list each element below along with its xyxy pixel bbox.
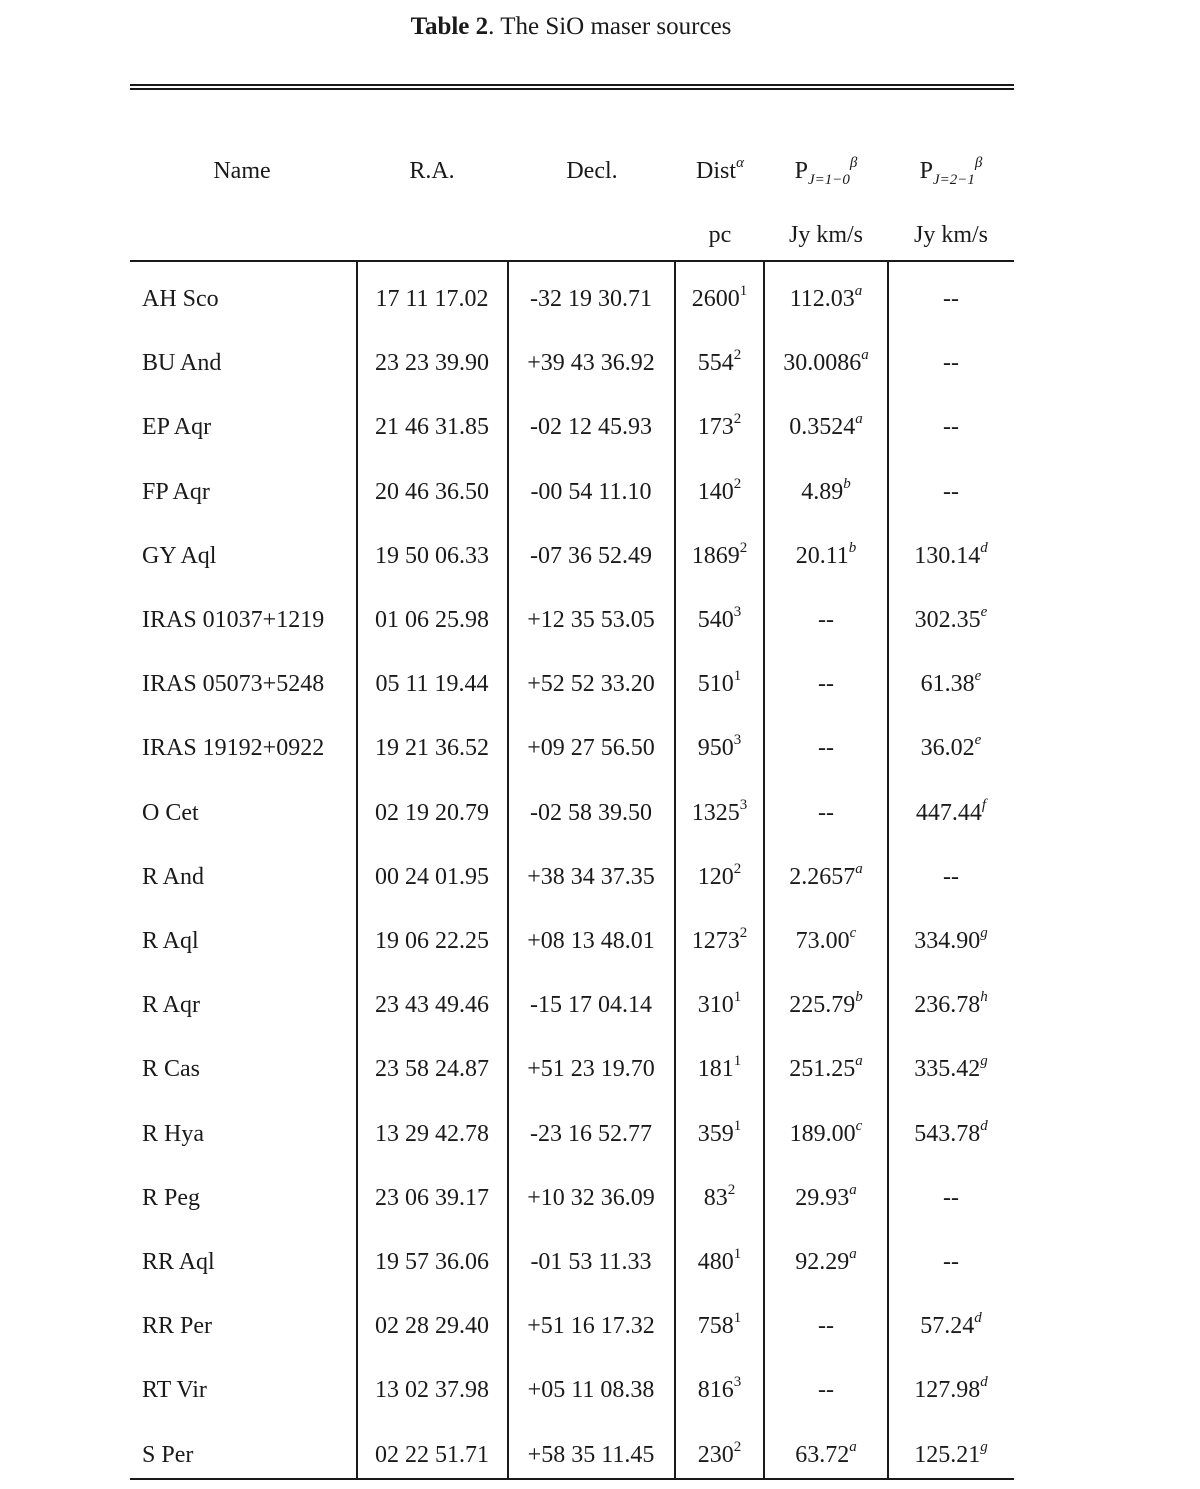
cell-p21	[889, 1183, 1013, 1213]
cell-decl	[509, 990, 673, 1020]
cell-dist	[676, 926, 763, 956]
cell-ra	[358, 1119, 506, 1149]
cell-p10-value: 4.89	[801, 479, 844, 505]
cell-p21-value: 236.78	[914, 992, 981, 1018]
cell-name-value: IRAS 05073+5248	[142, 671, 325, 697]
cell-ra	[358, 348, 506, 378]
cell-p10	[765, 990, 887, 1020]
cell-ra	[358, 477, 506, 507]
cell-p10-value: 112.03	[789, 286, 855, 312]
cell-p10-value: 20.11	[795, 543, 849, 569]
cell-p10	[765, 798, 887, 828]
cell-decl	[509, 541, 673, 571]
header-p10	[764, 156, 888, 186]
cell-decl-value: -01 53 11.33	[530, 1249, 652, 1275]
cell-ra	[358, 926, 506, 956]
cell-ra	[358, 990, 506, 1020]
cell-decl-value: -00 54 11.10	[530, 479, 652, 505]
header-p21-sub: J=2−1	[932, 171, 975, 188]
cell-dist-ref: 2	[733, 347, 742, 363]
cell-p10-ref: c	[855, 1118, 863, 1134]
header-dist-sup: α	[736, 155, 744, 171]
header-p21-sup: β	[974, 155, 983, 171]
cell-ra	[358, 1247, 506, 1277]
cell-ra	[358, 1440, 506, 1470]
cell-name-value: R And	[142, 864, 205, 890]
cell-decl	[509, 926, 673, 956]
cell-dist-value: 758	[697, 1313, 734, 1339]
cell-p21	[889, 284, 1013, 314]
cell-dist-ref: 2	[733, 861, 742, 877]
cell-p10-ref: b	[843, 476, 851, 492]
cell-p21-ref: d	[974, 1310, 982, 1326]
cell-ra-value: 17 11 17.02	[375, 286, 489, 312]
cell-p21-value: 57.24	[920, 1313, 975, 1339]
header-p10-unit: Jy km/s	[788, 222, 863, 248]
cell-p21-ref: d	[980, 540, 988, 556]
cell-name	[142, 798, 356, 828]
cell-decl	[509, 1440, 673, 1470]
cell-ra-value: 02 28 29.40	[375, 1313, 489, 1339]
cell-ra-value: 02 19 20.79	[375, 800, 489, 826]
cell-ra-value: 19 50 06.33	[375, 543, 489, 569]
cell-ra	[358, 798, 506, 828]
cell-dist-ref: 3	[739, 797, 748, 813]
cell-decl	[509, 1054, 673, 1084]
cell-p21-value: 61.38	[920, 671, 975, 697]
cell-dist-value: 1325	[691, 800, 740, 826]
cell-dist-ref: 1	[733, 1053, 742, 1069]
cell-dist-ref: 1	[733, 1118, 742, 1134]
cell-ra	[358, 412, 506, 442]
cell-dist-ref: 1	[733, 989, 742, 1005]
cell-dist	[676, 733, 763, 763]
cell-name-value: BU And	[142, 350, 222, 376]
cell-p21-value: 447.44	[915, 800, 982, 826]
cell-dist-value: 480	[697, 1249, 734, 1275]
cell-p21	[889, 477, 1013, 507]
cell-p21	[889, 990, 1013, 1020]
cell-name	[142, 1440, 356, 1470]
cell-name-value: EP Aqr	[142, 414, 212, 440]
cell-ra-value: 13 29 42.78	[375, 1121, 489, 1147]
cell-name	[142, 1311, 356, 1341]
cell-decl-value: -15 17 04.14	[530, 992, 652, 1018]
cell-p10-ref: b	[855, 989, 863, 1005]
header-rule	[130, 260, 1014, 262]
cell-p21	[889, 862, 1013, 892]
cell-dist	[676, 990, 763, 1020]
cell-dist-ref: 3	[733, 732, 742, 748]
cell-decl-value: +08 13 48.01	[527, 928, 655, 954]
cell-dist-value: 230	[697, 1442, 734, 1468]
cell-decl-value: -32 19 30.71	[530, 286, 652, 312]
cell-ra-value: 23 23 39.90	[375, 350, 489, 376]
cell-p21-value: 334.90	[914, 928, 981, 954]
cell-dist	[676, 1119, 763, 1149]
cell-ra-value: 20 46 36.50	[375, 479, 489, 505]
cell-dist	[676, 1440, 763, 1470]
cell-decl	[509, 284, 673, 314]
cell-decl-value: +52 52 33.20	[527, 671, 655, 697]
cell-p10	[765, 1119, 887, 1149]
cell-ra	[358, 605, 506, 635]
cell-dist-ref: 1	[733, 1310, 742, 1326]
cell-ra	[358, 1183, 506, 1213]
cell-name-value: S Per	[142, 1442, 194, 1468]
cell-p21-value: --	[943, 350, 959, 376]
cell-decl-value: -02 12 45.93	[530, 414, 652, 440]
cell-dist-ref: 2	[739, 540, 748, 556]
cell-p21-value: 127.98	[914, 1377, 981, 1403]
cell-name-value: GY Aql	[142, 543, 217, 569]
cell-ra	[358, 1375, 506, 1405]
cell-dist	[676, 477, 763, 507]
cell-ra-value: 00 24 01.95	[375, 864, 489, 890]
cell-p10	[765, 605, 887, 635]
cell-name-value: R Cas	[142, 1056, 201, 1082]
cell-p21	[889, 1119, 1013, 1149]
cell-p21-value: 125.21	[914, 1442, 981, 1468]
cell-p10	[765, 1183, 887, 1213]
cell-p21-value: --	[943, 286, 959, 312]
cell-decl-value: +05 11 08.38	[527, 1377, 655, 1403]
cell-dist-value: 816	[697, 1377, 734, 1403]
cell-dist-ref: 2	[739, 925, 748, 941]
cell-p21	[889, 926, 1013, 956]
cell-ra	[358, 1054, 506, 1084]
cell-decl-value: +09 27 56.50	[527, 735, 655, 761]
cell-p10-value: 29.93	[795, 1185, 850, 1211]
cell-dist-ref: 1	[733, 668, 742, 684]
cell-dist-ref: 3	[733, 604, 742, 620]
cell-p10	[765, 733, 887, 763]
cell-decl	[509, 1247, 673, 1277]
cell-p10-value: 30.0086	[783, 350, 862, 376]
cell-p21-ref: d	[980, 1118, 988, 1134]
cell-p21-value: --	[943, 864, 959, 890]
header-ra: R.A.	[409, 158, 455, 184]
cell-p10-ref: a	[855, 1053, 863, 1069]
cell-p10	[765, 1054, 887, 1084]
cell-ra-value: 19 21 36.52	[375, 735, 489, 761]
top-rule-1	[130, 84, 1014, 86]
cell-decl-value: +51 16 17.32	[527, 1313, 655, 1339]
cell-ra-value: 02 22 51.71	[375, 1442, 489, 1468]
header-p10-label: P	[794, 158, 808, 184]
cell-decl	[509, 1311, 673, 1341]
cell-dist-ref: 2	[733, 476, 742, 492]
cell-p21	[889, 541, 1013, 571]
cell-dist-value: 120	[697, 864, 734, 890]
cell-dist-value: 140	[697, 479, 734, 505]
cell-dist-value: 173	[697, 414, 734, 440]
cell-dist	[676, 284, 763, 314]
cell-decl-value: +58 35 11.45	[527, 1442, 655, 1468]
cell-dist-value: 554	[697, 350, 734, 376]
cell-dist-value: 310	[697, 992, 734, 1018]
cell-p21	[889, 1375, 1013, 1405]
header-dist	[676, 156, 764, 186]
cell-p21-value: 543.78	[914, 1121, 981, 1147]
cell-ra-value: 23 58 24.87	[375, 1056, 489, 1082]
cell-p10-value: --	[818, 607, 834, 633]
cell-p10	[765, 1247, 887, 1277]
cell-ra-value: 21 46 31.85	[375, 414, 489, 440]
cell-ra	[358, 669, 506, 699]
cell-dist	[676, 605, 763, 635]
cell-name	[142, 990, 356, 1020]
cell-name-value: FP Aqr	[142, 479, 210, 505]
cell-p21	[889, 669, 1013, 699]
cell-decl	[509, 348, 673, 378]
cell-p21-value: --	[943, 1185, 959, 1211]
cell-dist-ref: 2	[733, 411, 742, 427]
cell-dist-ref: 2	[727, 1182, 736, 1198]
cell-p10-value: --	[818, 1377, 834, 1403]
header-decl: Decl.	[566, 158, 618, 184]
cell-name	[142, 669, 356, 699]
header-p10-sup: β	[849, 155, 858, 171]
cell-p21-ref: e	[980, 604, 988, 620]
cell-name-value: O Cet	[142, 800, 199, 826]
cell-p10-value: --	[818, 800, 834, 826]
cell-ra-value: 05 11 19.44	[375, 671, 489, 697]
cell-p10	[765, 1311, 887, 1341]
cell-name-value: IRAS 19192+0922	[142, 735, 325, 761]
cell-name	[142, 1183, 356, 1213]
cell-p21	[889, 1311, 1013, 1341]
cell-dist-value: 2600	[691, 286, 740, 312]
cell-dist-ref: 1	[733, 1246, 742, 1262]
cell-decl-value: -07 36 52.49	[530, 543, 652, 569]
cell-p10-value: --	[818, 735, 834, 761]
cell-p21-ref: g	[980, 1053, 988, 1069]
cell-p10-value: --	[818, 671, 834, 697]
cell-dist	[676, 1375, 763, 1405]
cell-decl-value: +51 23 19.70	[527, 1056, 655, 1082]
cell-dist-ref: 1	[739, 283, 748, 299]
cell-dist	[676, 798, 763, 828]
cell-p21-value: --	[943, 1249, 959, 1275]
cell-p21-value: --	[943, 414, 959, 440]
cell-p10-value: 92.29	[795, 1249, 850, 1275]
cell-dist-value: 950	[697, 735, 734, 761]
cell-decl	[509, 1183, 673, 1213]
cell-decl-value: +39 43 36.92	[527, 350, 655, 376]
cell-p21	[889, 798, 1013, 828]
cell-dist-ref: 3	[733, 1374, 742, 1390]
cell-decl	[509, 412, 673, 442]
cell-name-value: RR Per	[142, 1313, 213, 1339]
cell-dist-value: 540	[697, 607, 734, 633]
cell-p21	[889, 733, 1013, 763]
cell-dist	[676, 412, 763, 442]
header-p21-unit: Jy km/s	[913, 222, 988, 248]
table-caption-label: Table 2	[410, 13, 489, 40]
cell-dist-value: 181	[697, 1056, 734, 1082]
cell-p10-value: 189.00	[789, 1121, 856, 1147]
cell-name	[142, 284, 356, 314]
cell-ra-value: 23 06 39.17	[375, 1185, 489, 1211]
cell-p21-ref: e	[974, 668, 982, 684]
cell-name-value: R Hya	[142, 1121, 204, 1147]
cell-decl	[509, 862, 673, 892]
cell-ra-value: 13 02 37.98	[375, 1377, 489, 1403]
cell-p10-value: 225.79	[789, 992, 856, 1018]
cell-decl-value: +12 35 53.05	[527, 607, 655, 633]
cell-p21-value: --	[943, 479, 959, 505]
cell-p10-value: --	[818, 1313, 834, 1339]
cell-p10-ref: a	[861, 347, 869, 363]
cell-name-value: RT Vir	[142, 1377, 207, 1403]
cell-p10	[765, 348, 887, 378]
cell-p10-ref: a	[855, 861, 863, 877]
cell-decl-value: +10 32 36.09	[527, 1185, 655, 1211]
cell-dist-value: 510	[697, 671, 734, 697]
cell-p21-value: 36.02	[920, 735, 975, 761]
header-dist-label: Dist	[696, 158, 737, 184]
top-rule-2	[130, 88, 1014, 90]
cell-dist	[676, 1054, 763, 1084]
cell-p21-ref: d	[980, 1374, 988, 1390]
cell-p10	[765, 284, 887, 314]
cell-p10	[765, 862, 887, 892]
cell-dist-ref: 2	[733, 1439, 742, 1455]
cell-decl-value: -23 16 52.77	[530, 1121, 652, 1147]
cell-name-value: R Aqr	[142, 992, 201, 1018]
cell-p10-value: 2.2657	[789, 864, 856, 890]
cell-dist-value: 83	[703, 1185, 728, 1211]
table-caption-text: . The SiO maser sources	[488, 13, 732, 40]
cell-decl-value: +38 34 37.35	[527, 864, 655, 890]
cell-name-value: RR Aql	[142, 1249, 215, 1275]
cell-dist	[676, 862, 763, 892]
cell-name-value: AH Sco	[142, 286, 219, 312]
cell-name-value: IRAS 01037+1219	[142, 607, 325, 633]
cell-p10	[765, 1440, 887, 1470]
cell-name-value: R Aql	[142, 928, 199, 954]
cell-p21-value: 302.35	[914, 607, 981, 633]
bottom-rule	[130, 1478, 1014, 1480]
cell-p10	[765, 412, 887, 442]
header-name: Name	[213, 158, 271, 184]
cell-name	[142, 477, 356, 507]
cell-ra	[358, 1311, 506, 1341]
cell-decl	[509, 798, 673, 828]
cell-dist-value: 1869	[691, 543, 740, 569]
header-p10-sub: J=1−0	[807, 171, 850, 188]
cell-ra-value: 23 43 49.46	[375, 992, 489, 1018]
cell-p21	[889, 412, 1013, 442]
cell-p21-ref: g	[980, 925, 988, 941]
cell-p10	[765, 1375, 887, 1405]
cell-name	[142, 926, 356, 956]
cell-name	[142, 862, 356, 892]
cell-p21-ref: h	[980, 989, 988, 1005]
cell-name	[142, 605, 356, 635]
cell-dist	[676, 1311, 763, 1341]
cell-dist	[676, 1247, 763, 1277]
cell-p21-value: 130.14	[914, 543, 981, 569]
cell-p21	[889, 1054, 1013, 1084]
cell-ra	[358, 862, 506, 892]
cell-decl	[509, 669, 673, 699]
cell-dist	[676, 1183, 763, 1213]
cell-decl	[509, 1375, 673, 1405]
cell-decl	[509, 1119, 673, 1149]
cell-decl-value: -02 58 39.50	[530, 800, 652, 826]
cell-ra	[358, 541, 506, 571]
cell-ra	[358, 284, 506, 314]
cell-name	[142, 412, 356, 442]
cell-p21	[889, 1247, 1013, 1277]
cell-dist	[676, 348, 763, 378]
header-dist-unit: pc	[708, 222, 732, 248]
cell-p21-ref: e	[974, 732, 982, 748]
cell-p10	[765, 541, 887, 571]
cell-decl	[509, 733, 673, 763]
cell-dist-value: 1273	[691, 928, 740, 954]
cell-decl	[509, 605, 673, 635]
cell-name-value: R Peg	[142, 1185, 201, 1211]
cell-ra	[358, 733, 506, 763]
header-p21	[888, 156, 1014, 186]
cell-p10-value: 63.72	[795, 1442, 850, 1468]
cell-name	[142, 1054, 356, 1084]
cell-p10-ref: a	[849, 1439, 857, 1455]
cell-name	[142, 733, 356, 763]
cell-p10-value: 73.00	[795, 928, 850, 954]
cell-p10-ref: a	[854, 283, 863, 299]
cell-p21-ref: g	[980, 1439, 988, 1455]
cell-ra-value: 01 06 25.98	[375, 607, 489, 633]
cell-ra-value: 19 06 22.25	[375, 928, 489, 954]
cell-p10-ref: a	[849, 1182, 857, 1198]
cell-dist	[676, 541, 763, 571]
cell-name	[142, 1247, 356, 1277]
cell-ra-value: 19 57 36.06	[375, 1249, 489, 1275]
cell-p10	[765, 669, 887, 699]
cell-p21	[889, 605, 1013, 635]
cell-p10-ref: c	[849, 925, 857, 941]
cell-p10	[765, 926, 887, 956]
cell-p21-ref: f	[981, 797, 987, 813]
cell-p10	[765, 477, 887, 507]
cell-p10-ref: b	[848, 540, 857, 556]
cell-name	[142, 541, 356, 571]
cell-p10-ref: a	[855, 411, 863, 427]
cell-p21-value: 335.42	[914, 1056, 981, 1082]
cell-decl	[509, 477, 673, 507]
cell-name	[142, 1375, 356, 1405]
cell-name	[142, 1119, 356, 1149]
cell-dist	[676, 669, 763, 699]
header-p21-label: P	[919, 158, 933, 184]
cell-dist-value: 359	[697, 1121, 734, 1147]
cell-p21	[889, 348, 1013, 378]
cell-p10-value: 0.3524	[789, 414, 856, 440]
table-caption	[0, 10, 1142, 44]
cell-p10-value: 251.25	[789, 1056, 856, 1082]
cell-name	[142, 348, 356, 378]
cell-p10-ref: a	[849, 1246, 857, 1262]
cell-p21	[889, 1440, 1013, 1470]
